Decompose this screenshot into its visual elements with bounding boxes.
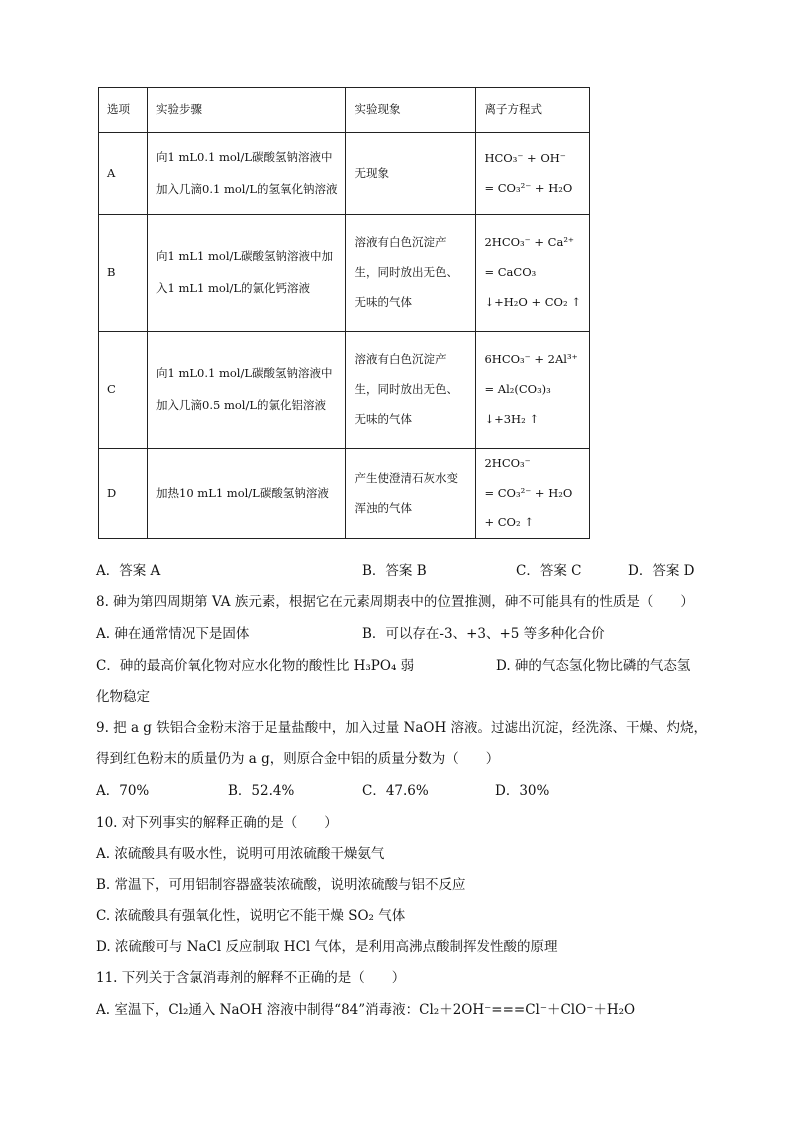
row-equation xyxy=(476,332,589,449)
phenomenon-line: 无现象 xyxy=(354,165,389,180)
equation-line: + CO₂ ↑ xyxy=(484,515,534,530)
q9-choice-b: B．52.4% xyxy=(228,783,295,799)
phenomenon-line: 浑浊的气体 xyxy=(354,500,412,515)
q8-choice-d-cont: 化物稳定 xyxy=(96,689,150,705)
q9-choice-d: D．30% xyxy=(495,783,550,799)
q9-choice-a: A．70% xyxy=(96,783,150,799)
header-steps: 实验步骤 xyxy=(148,88,346,133)
header-equation: 离子方程式 xyxy=(476,88,589,133)
step-line: 向1 mL0.1 mol/L碳酸氢钠溶液中 xyxy=(156,366,333,381)
phenomenon-line: 溶液有白色沉淀产 xyxy=(354,352,447,367)
equation-line: HCO₃⁻ + OH⁻ xyxy=(484,150,566,165)
phenomenon-line: 无味的气体 xyxy=(354,411,412,426)
q10-choice-b: B. 常温下，可用铝制容器盛装浓硫酸，说明浓硫酸与铝不反应 xyxy=(96,877,466,893)
row-equation xyxy=(476,449,589,539)
row-phenomenon xyxy=(346,215,476,332)
equation-line: = CO₃²⁻ + H₂O xyxy=(484,485,573,500)
row-phenomenon xyxy=(346,133,476,215)
q7-choice-c: C．答案 C xyxy=(516,563,582,579)
phenomenon-line: 无味的气体 xyxy=(354,294,412,309)
table-header-row xyxy=(99,88,590,133)
equation-line: ↓+3H₂ ↑ xyxy=(484,411,539,426)
equation-line: 2HCO₃⁻ xyxy=(484,455,531,470)
phenomenon-line: 生，同时放出无色、 xyxy=(354,265,458,280)
step-line: 加热10 mL1 mol/L碳酸氢钠溶液 xyxy=(156,485,329,500)
row-option: C xyxy=(99,332,148,449)
q8-stem: 8. 砷为第四周期第 VA 族元素，根据它在元素周期表中的位置推测，砷不可能具有的性质是（ ） xyxy=(96,594,694,610)
q8-choice-a: A. 砷在通常情况下是固体 xyxy=(96,626,250,642)
q11-stem: 11. 下列关于含氯消毒剂的解释不正确的是（ ） xyxy=(96,970,406,986)
row-equation xyxy=(476,133,589,215)
q10-choice-a: A. 浓硫酸具有吸水性，说明可用浓硫酸干燥氨气 xyxy=(96,846,385,862)
step-line: 向1 mL1 mol/L碳酸氢钠溶液中加 xyxy=(156,249,334,264)
equation-line: 6HCO₃⁻ + 2Al³⁺ xyxy=(484,352,578,367)
equation-line: 2HCO₃⁻ + Ca²⁺ xyxy=(484,235,575,250)
row-steps xyxy=(148,449,346,539)
q8-choice-b: B．可以存在-3、+3、+5 等多种化合价 xyxy=(362,626,605,642)
equation-line: = CO₃²⁻ + H₂O xyxy=(484,180,573,195)
step-line: 加入几滴0.5 mol/L的氯化铝溶液 xyxy=(156,398,326,412)
q10-stem: 10. 对下列事实的解释正确的是（ ） xyxy=(96,815,338,831)
q9-stem-line2: 得到红色粉末的质量仍为 a g，则原合金中铝的质量分数为（ ） xyxy=(96,751,500,767)
row-option: D xyxy=(99,449,148,539)
row-phenomenon xyxy=(346,449,476,539)
q10-choice-d: D. 浓硫酸可与 NaCl 反应制取 HCl 气体，是利用高沸点酸制挥发性酸的原理 xyxy=(96,939,558,955)
q7-choice-a: A．答案 A xyxy=(96,563,161,579)
q8-choice-d: D. 砷的气态氢化物比磷的气态氢 xyxy=(496,658,691,674)
row-steps xyxy=(148,133,346,215)
phenomenon-line: 生，同时放出无色、 xyxy=(354,382,458,397)
row-equation xyxy=(476,215,589,332)
equation-line: = CaCO₃ xyxy=(484,265,537,280)
table-row xyxy=(99,332,590,449)
row-phenomenon xyxy=(346,332,476,449)
row-steps xyxy=(148,215,346,332)
table-row xyxy=(99,449,590,539)
header-phenomenon: 实验现象 xyxy=(346,88,476,133)
equation-line: = Al₂(CO₃)₃ xyxy=(484,382,551,397)
experiment-table xyxy=(98,87,590,539)
q10-choice-c: C. 浓硫酸具有强氧化性，说明它不能干燥 SO₂ 气体 xyxy=(96,908,406,924)
header-option: 选项 xyxy=(99,88,148,133)
table-row xyxy=(99,215,590,332)
q9-choice-c: C．47.6% xyxy=(362,783,429,799)
phenomenon-line: 溶液有白色沉淀产 xyxy=(354,235,447,250)
row-option: A xyxy=(99,133,148,215)
q11-choice-a: A. 室温下，Cl₂通入 NaOH 溶液中制得“84”消毒液：Cl₂＋2OH⁻===Cl⁻＋ClO⁻＋H₂O xyxy=(96,1002,636,1018)
row-steps xyxy=(148,332,346,449)
phenomenon-line: 产生使澄清石灰水变 xyxy=(354,470,458,485)
table-row xyxy=(99,133,590,215)
equation-line: ↓+H₂O + CO₂ ↑ xyxy=(484,294,581,309)
step-line: 入1 mL1 mol/L的氯化钙溶液 xyxy=(156,281,311,295)
q8-choice-c: C．砷的最高价氧化物对应水化物的酸性比 H₃PO₄ 弱 xyxy=(96,658,415,674)
row-option: B xyxy=(99,215,148,332)
step-line: 加入几滴0.1 mol/L的氢氧化钠溶液 xyxy=(156,181,338,196)
q7-choice-d: D．答案 D xyxy=(628,563,695,579)
q9-stem-line1: 9. 把 a g 铁铝合金粉末溶于足量盐酸中，加入过量 NaOH 溶液。过滤出沉淀，经洗涤、干燥、灼烧， xyxy=(96,720,708,736)
q7-choice-b: B．答案 B xyxy=(362,563,427,579)
step-line: 向1 mL0.1 mol/L碳酸氢钠溶液中 xyxy=(156,149,333,164)
